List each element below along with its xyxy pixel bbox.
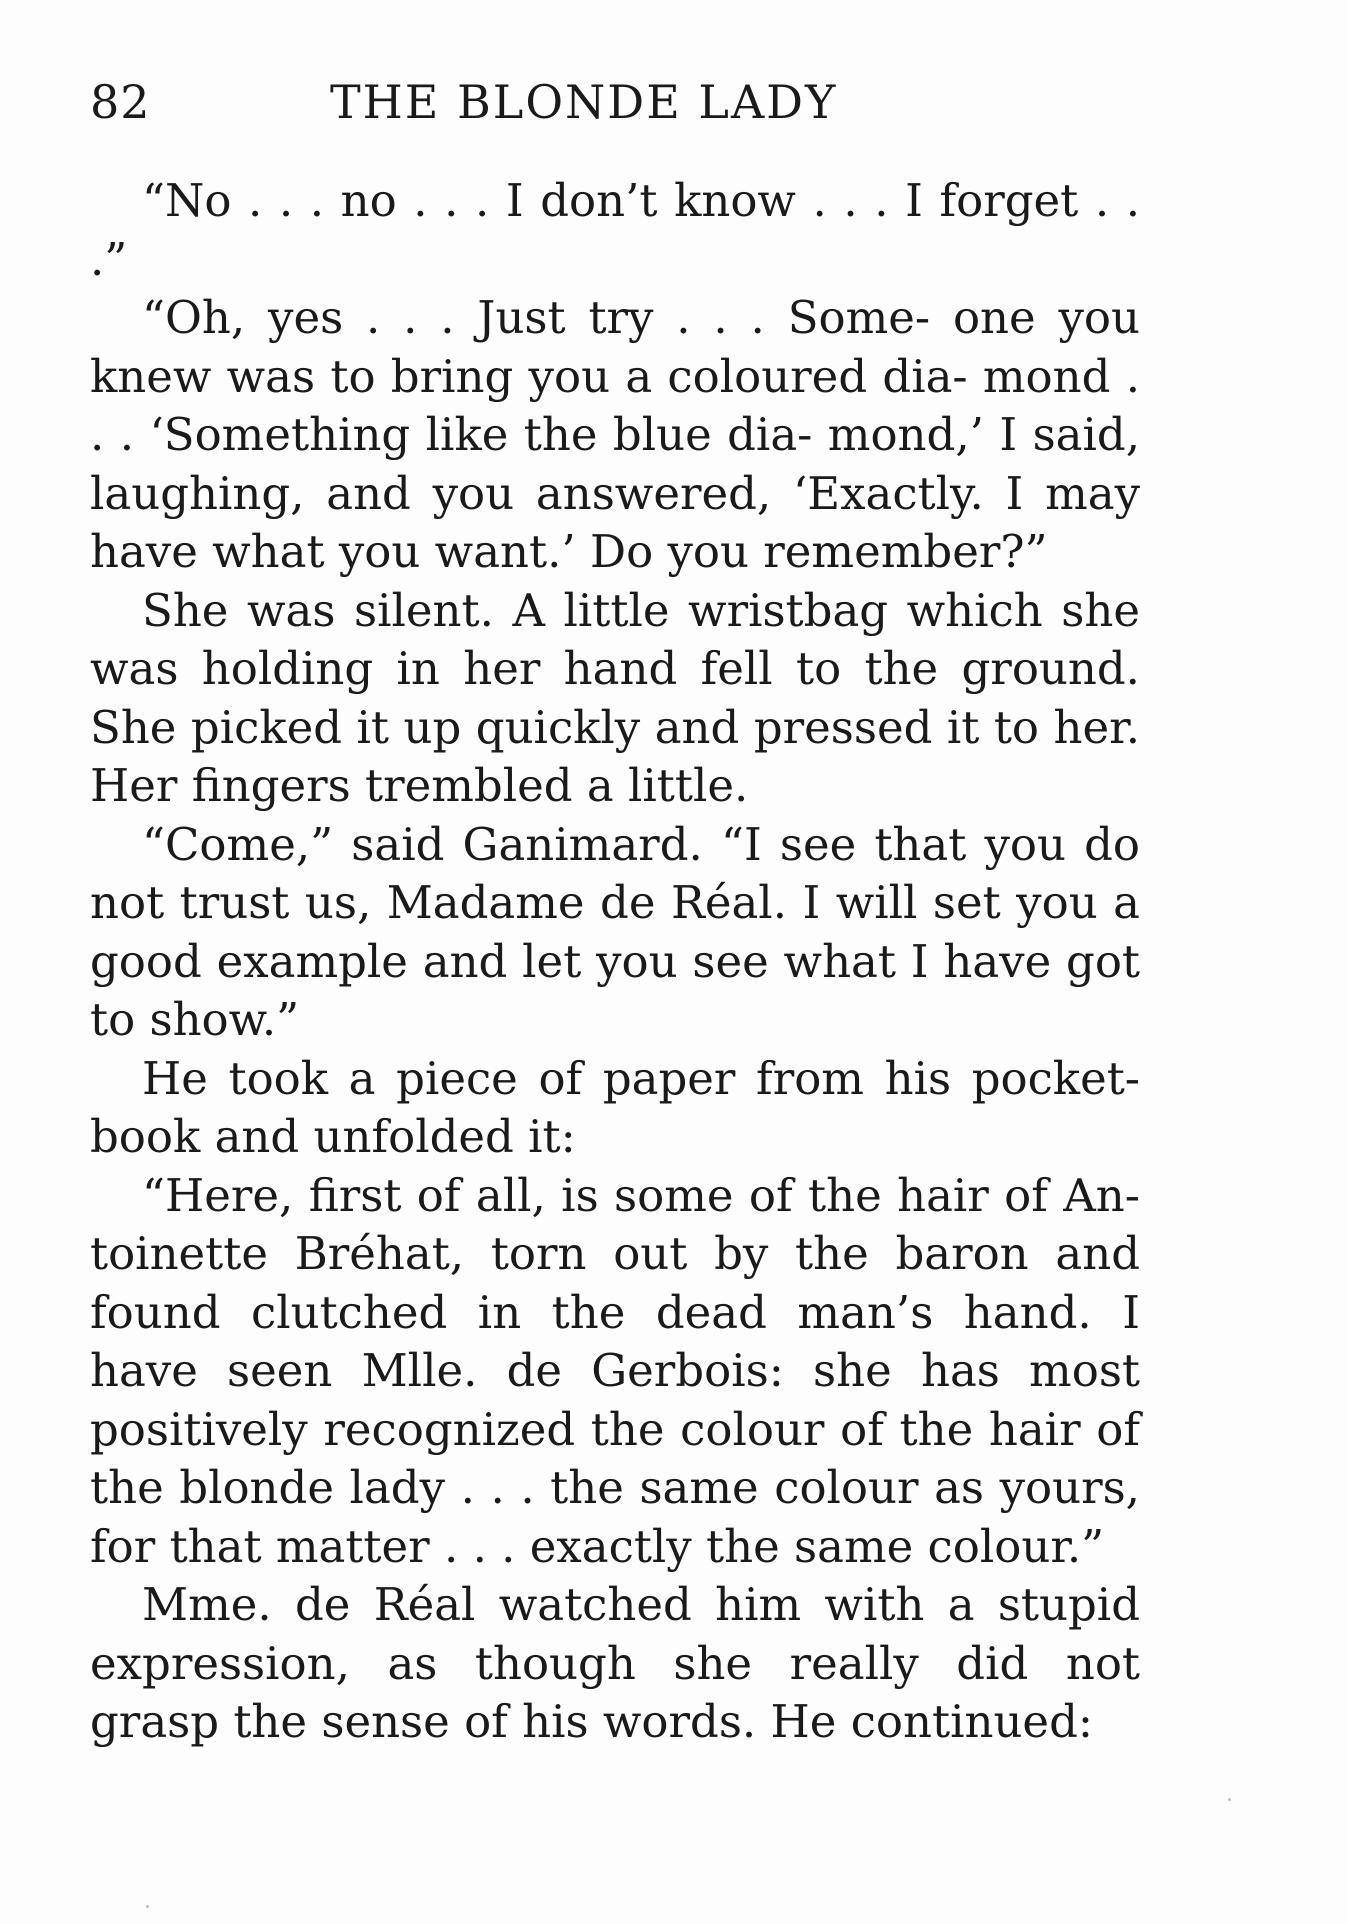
paragraph: She was silent. A little wristbag which she was holding in her hand fell to the ground. She picked it up quickly and pressed it to her. Her fingers trembled a little. — [90, 583, 1140, 812]
page-number: 82 — [90, 75, 151, 129]
paragraph: Mme. de Réal watched him with a stupid expression, as though she really did not grasp the sense of his words. He continued: — [90, 1578, 1140, 1748]
scan-speck — [1228, 1798, 1231, 1801]
paragraph: “No . . . no . . . I don’t know . . . I forget . . .” — [90, 174, 1140, 286]
scan-speck — [146, 1905, 149, 1908]
running-title: THE BLONDE LADY — [330, 75, 838, 129]
paragraph: “Here, first of all, is some of the hair of An- toinette Bréhat, torn out by the baron and found clutched in the dead man’s hand. I have seen Mlle. de Gerbois: she has most positively recognized the colour of the hair of the blonde lady . . . the same colour as yours, for that matter . . . exactly the same colour.” — [90, 1168, 1140, 1573]
paragraph: “Come,” said Ganimard. “I see that you do not trust us, Madame de Réal. I will set you a good example and let you see what I have got to show.” — [90, 817, 1140, 1046]
paragraph: He took a piece of paper from his pocket- book and unfolded it: — [90, 1051, 1140, 1163]
body-text — [90, 172, 1140, 1752]
page-header — [90, 72, 1140, 132]
paragraph: “Oh, yes . . . Just try . . . Some- one you knew was to bring you a coloured dia- mond . . . ‘Something like the blue dia- mond,’ I said, laughing, and you answered, ‘Exactly. I may have what you want.’ Do you remember?” — [90, 291, 1140, 578]
